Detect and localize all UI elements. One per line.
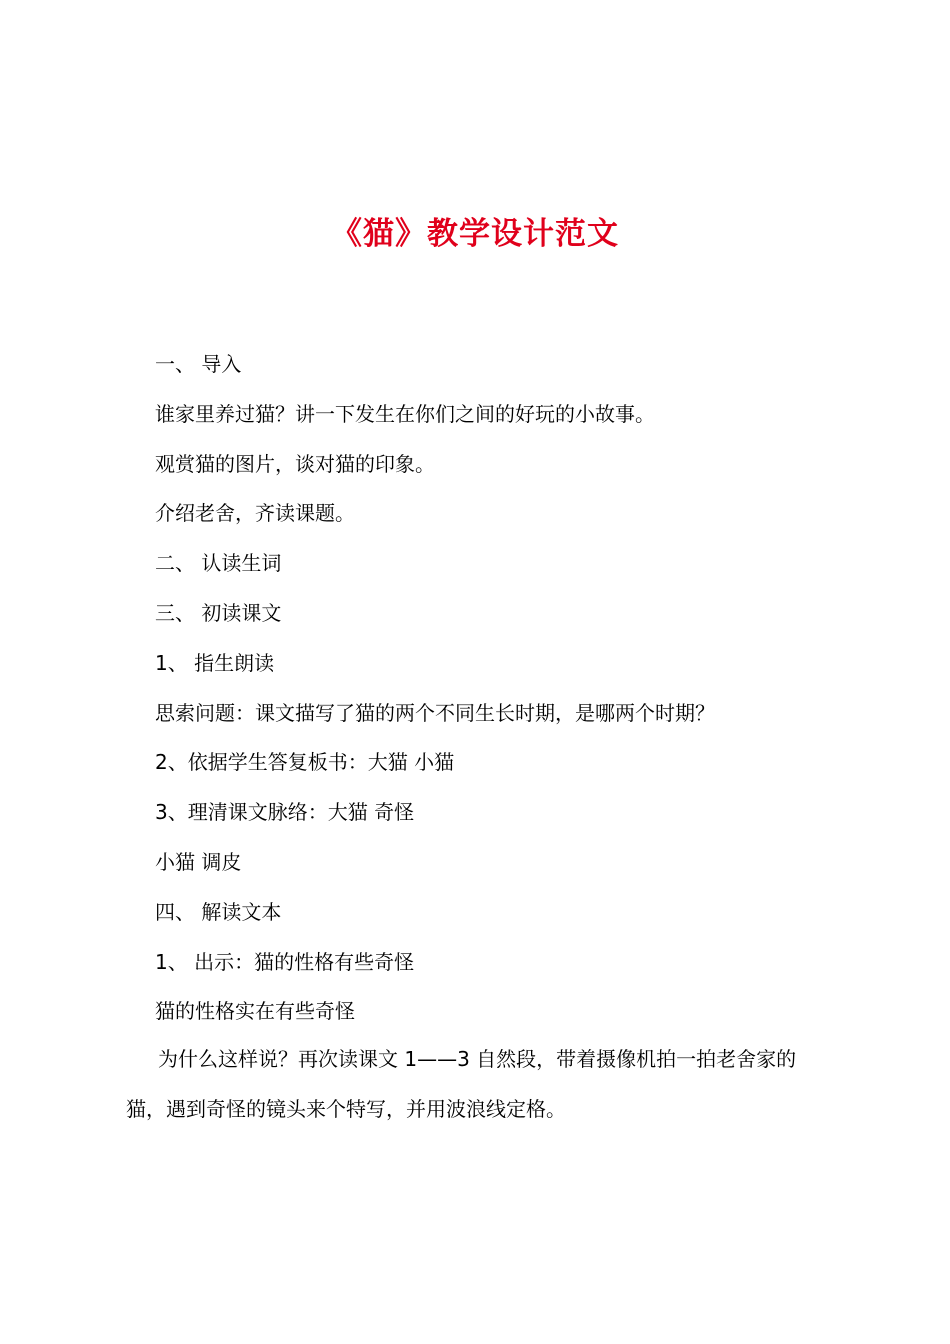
text-line: 1、 指生朗读 — [155, 651, 275, 675]
heading-vocabulary: 二、 认读生词 — [155, 551, 282, 575]
text-line: 介绍老舍，齐读课题。 — [155, 501, 355, 525]
text-line: 1、 出示：猫的性格有些奇怪 — [155, 950, 415, 974]
text-line: 思索问题：课文描写了猫的两个不同生长时期，是哪两个时期？ — [155, 701, 715, 725]
heading-first-reading: 三、 初读课文 — [155, 601, 282, 625]
text-line: 2、依据学生答复板书：大猫 小猫 — [155, 750, 455, 774]
text-line: 谁家里养过猫？讲一下发生在你们之间的好玩的小故事。 — [155, 402, 655, 426]
text-line: 3、理清课文脉络：大猫 奇怪 — [155, 800, 415, 824]
heading-text-analysis: 四、 解读文本 — [155, 900, 282, 924]
text-line: 观赏猫的图片，谈对猫的印象。 — [155, 452, 435, 476]
heading-intro: 一、 导入 — [155, 352, 242, 376]
document-title: 《猫》教学设计范文 — [331, 216, 619, 252]
text-line: 猫的性格实在有些奇怪 — [155, 999, 355, 1023]
text-paragraph: 为什么这样说？再次读课文 1——3 自然段，带着摄像机拍一拍老舍家的猫，遇到奇怪的镜头来个特写，并用波浪线定格。 — [126, 1047, 797, 1121]
text-line: 小猫 调皮 — [155, 850, 242, 874]
